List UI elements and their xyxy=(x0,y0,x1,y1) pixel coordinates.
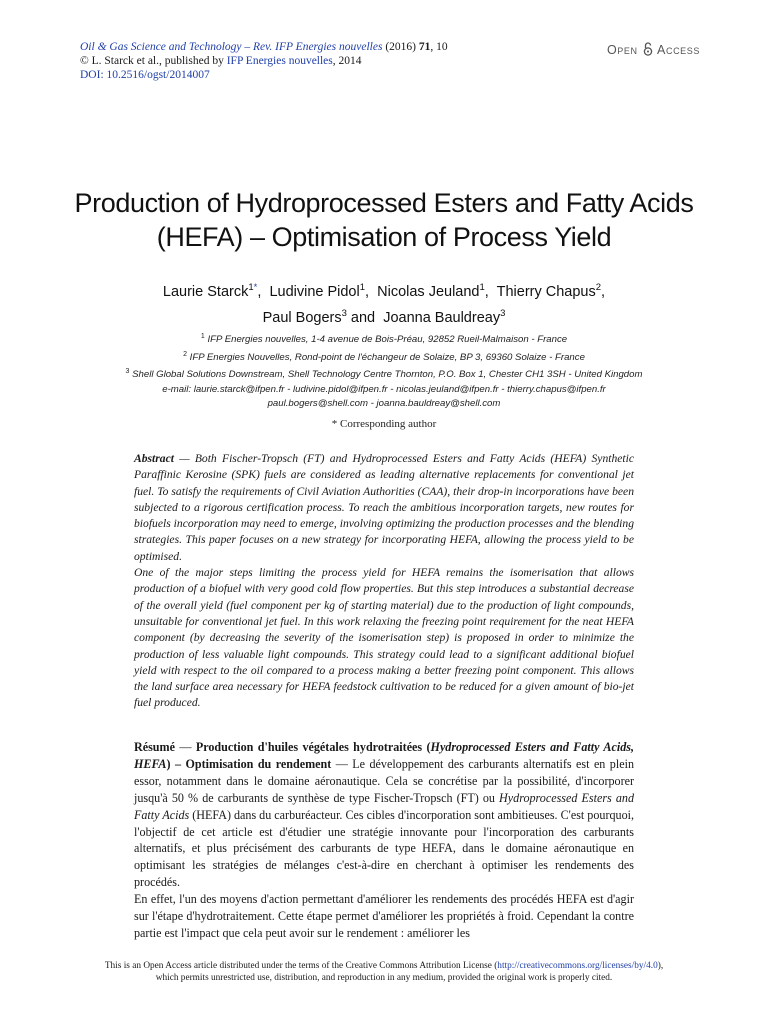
journal-year: (2016) xyxy=(382,41,419,53)
resume-paragraph-2: En effet, l'un des moyens d'action permettant d'améliorer les rendements des procédés HEFA est d'agir sur l'étape d'hydrotraitement. Cette étape permet d'améliorer les propriétés à froid. Cependant la contre partie est l'impact que cela peut avoir sur le rendement : améliorer les xyxy=(134,892,634,940)
author-name: Thierry Chapus xyxy=(496,283,596,300)
resume-title-fr: Production d'huiles végétales hydrotraitées ( xyxy=(195,740,431,754)
corresponding-author-note: * Corresponding author xyxy=(331,418,437,430)
journal-volume: 71 xyxy=(418,41,431,53)
author-list xyxy=(60,277,708,329)
author-affil-sup: 1 xyxy=(248,282,254,293)
affiliation-num: 1 xyxy=(200,333,205,340)
footer-text: This is an Open Access article distributed under the terms of the Creative Commons Attribution License ( xyxy=(104,961,498,971)
resume-text-a: Le développement des carburants alternatifs est en plein essor, notamment dans le domaine aéronautique. Cela se concrétise par la possibilité, d'incorporer jusqu'à 50 % de carburants de synthèse de type Fischer-Tropsch (FT) ou xyxy=(134,756,634,805)
resume-dash: — xyxy=(331,756,353,771)
author-name: Paul Bogers xyxy=(262,309,342,326)
email-line-1: e-mail: laurie.starck@ifpen.fr - ludivine.pidol@ifpen.fr - nicolas.jeuland@ifpen.fr - thierry.chapus@ifpen.fr xyxy=(162,383,606,395)
publisher-link[interactable]: IFP Energies nouvelles xyxy=(226,55,333,67)
affiliation-text: Shell Global Solutions Downstream, Shell Technology Centre Thornton, P.O. Box 1, Chester CH1 3SH - United Kingdom xyxy=(132,369,643,381)
affiliation-num: 2 xyxy=(183,350,187,358)
open-access-lock-icon xyxy=(643,42,653,56)
author-and: and xyxy=(350,309,376,326)
journal-issue: , 10 xyxy=(430,41,448,53)
copyright-year: , 2014 xyxy=(332,55,362,67)
abstract-text-1: Both Fischer-Tropsch (FT) and Hydroprocessed Esters and Fatty Acids (HEFA) Synthetic Paraffinic Kerosine (SPK) fuels are considered as leading alternative replacements for conventional jet fuel. To satisfy the requirements of Civil Aviation Authorities (CAA), their drop-in incorporations have been subjected to a rigorous certification process. To reach the ambitious incorporation targets, new routes for biofuels incorporation may need to emerge, involving optimizing the production processes and the blending strategies. This paper focuses on a new strategy for incorporating HEFA, allowing the process yield to be optimised. xyxy=(134,452,635,563)
affiliation-1 xyxy=(60,330,708,348)
license-footer xyxy=(40,960,728,985)
author-affil-sup: 1 xyxy=(359,282,366,293)
abstract-paragraph-1 xyxy=(134,451,634,565)
resume-text-italic: Hydroprocessed Esters and Fatty Acids xyxy=(134,790,634,822)
copyright-prefix: © L. Starck et al., published by xyxy=(80,55,227,67)
author-line-1: Laurie Starck$^{1*}$, Ludivine Pidol$^1$, Nicolas Jeuland$^1$, Thierry Chapus$^2$, xyxy=(162,282,606,300)
author-name: Nicolas Jeuland xyxy=(377,283,480,300)
corresponding-star: * xyxy=(253,282,258,293)
author-affil-sup: 1 xyxy=(479,282,485,293)
footer-line-1 xyxy=(40,960,728,972)
author-affil-sup: 2 xyxy=(595,282,602,293)
affiliation-num: 3 xyxy=(125,368,130,376)
title-line-1: Production of Hydroprocessed Esters and Fatty Acids xyxy=(74,188,694,218)
affiliations xyxy=(60,330,708,412)
affiliation-text: IFP Energies nouvelles, 1-4 avenue de Bois-Préau, 92852 Rueil-Malmaison - France xyxy=(207,334,568,346)
resume-title-en: Hydroprocessed Esters and Fatty Acids, HEFA xyxy=(134,740,635,771)
resume-text-b: (HEFA) dans du carburéacteur. Ces cibles d'incorporation sont ambitieuses. C'est pourquoi, l'objectif de cet article est d'étudier une stratégie innovante pour l'incorporation des carburants alternatifs, et plus précisément des carburants de type HEFA, dans le domaine aéronautique en optimisant les stratégies de mélanges c'est-à-dire en cherchant à optimiser les rendements des procédés. xyxy=(134,807,634,890)
resume-paragraph-1 xyxy=(134,739,634,891)
author-line-2 xyxy=(60,303,708,329)
abstract-dash: — xyxy=(173,452,195,465)
author-affil-sup: 3 xyxy=(341,307,347,319)
resume-label: Résumé xyxy=(134,740,175,754)
doi-link[interactable]: DOI: 10.2516/ogst/2014007 xyxy=(80,69,210,81)
abstract xyxy=(134,451,634,712)
footer-line-2: which permits unrestricted use, distribution, and reproduction in any medium, provided the original work is properly cited. xyxy=(155,973,613,984)
abstract-label: Abstract xyxy=(134,452,174,465)
footer-text: ), xyxy=(657,961,664,971)
paper-title xyxy=(40,186,728,254)
author-name: Ludivine Pidol xyxy=(269,283,360,300)
affiliation-3 xyxy=(60,365,708,383)
author-affil-sup: 3 xyxy=(500,307,506,319)
resume-dash: — xyxy=(174,740,196,754)
abstract-paragraph-2: One of the major steps limiting the process yield for HEFA remains the isomerisation that allows production of a biofuel with very good cold flow properties. But this step introduces a substantial decrease of the overall yield (fuel component per kg of starting material) due to the production of light compounds, unsuitable for conventional jet fuel. In this work relaxing the freezing point requirement for the neat HEFA component (by decreasing the severity of the isomerisation step) is proposed in order to minimize the production of less valuable light compounds. This strategy could lead to a significant additional biofuel yield with respect to the oil compared to a process making a better freezing point component. This allows the land surface area necessary for HEFA feedstock cultivation to be reduced for a given amount of bio-jet fuel produced. xyxy=(134,566,634,710)
logo-text-access: Access xyxy=(657,43,700,57)
affiliation-text: IFP Energies Nouvelles, Rond-point de l'échangeur de Solaize, BP 3, 69360 Solaize - France xyxy=(189,351,585,363)
open-access-logo xyxy=(607,42,700,57)
logo-text-open: Open xyxy=(606,43,638,57)
author-name: Laurie Starck xyxy=(162,283,249,300)
resume xyxy=(134,739,634,942)
resume-title-rest: ) – Optimisation du rendement xyxy=(166,756,332,771)
email-line-2: paul.bogers@shell.com - joanna.bauldreay@shell.com xyxy=(267,398,501,410)
journal-name-link[interactable]: Oil & Gas Science and Technology – Rev. IFP Energies nouvelles xyxy=(80,41,383,53)
title-line-2: (HEFA) – Optimisation of Process Yield xyxy=(156,222,612,252)
affiliation-2 xyxy=(60,348,708,366)
author-name: Joanna Bauldreay xyxy=(383,309,501,326)
license-link[interactable]: http://creativecommons.org/licenses/by/4.0 xyxy=(497,961,658,971)
